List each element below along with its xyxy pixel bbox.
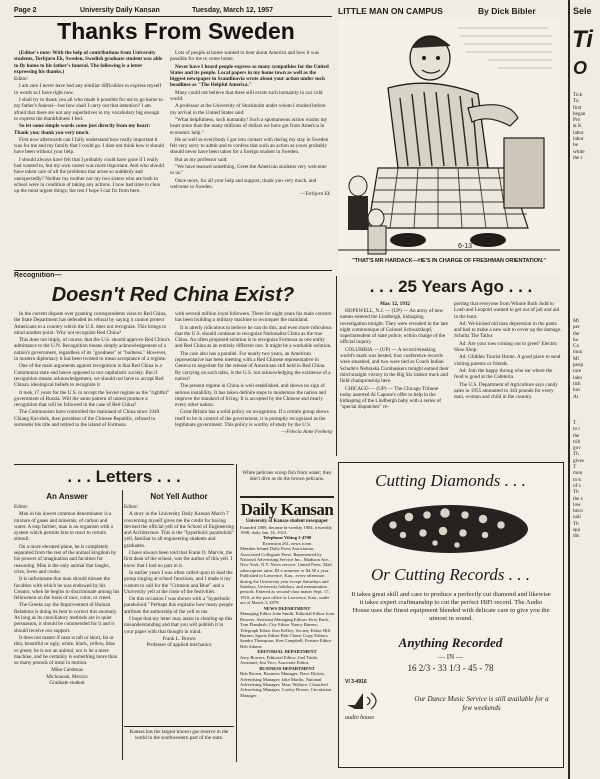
strip-line: to k — [573, 476, 581, 483]
strip-line: At — [573, 393, 579, 400]
news-item: Ad: Glidden Tourist Home. A good place to send visiting parents or friends. — [454, 354, 561, 367]
salutation: Editor: — [14, 76, 29, 83]
strip-line: Tick — [573, 92, 583, 98]
dateline: Mar. 12, 1932 — [379, 301, 411, 307]
comic-panel — [338, 18, 560, 274]
strip-line: nali — [573, 514, 581, 521]
strip-line: ha — [573, 336, 578, 343]
strip-line: Mi — [573, 355, 580, 362]
strip-head: Sele — [573, 6, 592, 16]
comic-caption: "THAT'S MR HARDACK—HE'S IN CHARGE OF FRESHMAN ORIENTATION." — [352, 258, 546, 264]
news-item: Ad: We kicked old man depression in the pants and had to make a new suit to cover up the damage. Schultz The Tailor. — [454, 320, 562, 340]
paragraph: Lots of people at home wanted to hear about America and how it was possible for me to come home. — [170, 50, 319, 63]
letters-headline: . . . Letters . . . — [67, 467, 181, 486]
strip-line: dis — [573, 533, 580, 540]
paragraph: The present regime in China is well established, and shows no sign of serious instability. It has taken definite steps to modernize the nation and improve the standard of living. It is accepted by the Chinese and nearly every other nation. — [175, 383, 326, 409]
letter-left — [14, 504, 120, 766]
news-item: The U.S. Department of Agriculture says candy sales in 1955 amounted to 343 pounds for every man, woman and child in the country. — [454, 381, 558, 401]
salutation: Editor: — [124, 504, 139, 510]
paragraph: This does not imply, of course, that the U.S. should approve Red China's admittance to the U.N. Recognition means simply acknowledgement of a nation's government, regardless of its "goodness" or "badness." However, in modern diplomacy it has been twisted to mean acceptance of a regime. — [14, 337, 170, 363]
strip-line: first — [573, 104, 582, 111]
news-staff: Managing Editor John Smith; Editorial Editor Joan Bowers; Assistant Managing Editors Jerry Buck, Tom Flambish; City Editor Nancy Barnes; Telegraph Editor Ken Kelley; Society Editor Bill Barnes; Sports Editor Bob Chase; Copy Editors Sandra Thompson, Ken Campbell; Feature Editor Bob Adams. — [240, 611, 334, 649]
news-item: HOPEWELL, N.J. — (UP) — An army of new names entered the Lindbergh, kidnaping investigation tonight. They were revealed in the late night communique of Colonel Schwarzkopf, superintendent of state police, within charge of the official inquiry. — [340, 308, 448, 346]
paragraph: One of the main arguments against recognition is that Red China is a Communist state and hence opposed to our capitalistic society. But if recognition means acknowledgement, we should not have to accept Red China's ideological beliefs to recognize it. — [14, 363, 164, 389]
filler-item: Kansas has the largest known gas reserve in the world in the southwestern part of the state. — [124, 726, 234, 752]
paragraph: First now afterwards can I fully understand how really important it was for me and my family that I could go. I dare not think how it should have been without your help. — [14, 136, 164, 156]
news-item: porting that everyone from Winnie Ruth Judd to Loeb and Leopold wanted to get out of jail and aid in the hunt. — [454, 301, 560, 320]
paragraph: The Greeks say the Improvement of Human Relations is doing its best to correct this anomaly. As long as its conciliatory methods are in quiet persuasion, it should be commended for it and it should receive our support. — [14, 602, 118, 634]
strip-line: the s — [573, 495, 583, 502]
recognition-headline: Doesn't Red China Exist? — [51, 284, 295, 306]
comic-title — [338, 4, 560, 18]
business-dept-head: BUSINESS DEPARTMENT — [259, 665, 315, 671]
adjacent-page-strip — [568, 0, 600, 779]
paragraph: On this occasion I was shown with a "hyperbolic paraboloid." Perhaps this explains how many people attribute the authorship of the yell to me. — [124, 596, 233, 615]
nameplate-subtitle: University of Kansas student newspaper — [245, 519, 329, 524]
paragraph: In the current dispute over granting correspondents visas to Red China, the State Department has defended its refusal by saying it cannot protect Americans in a country which the U.S. does not recognize. This brings to mind another point: Why not recognize Red China? — [14, 311, 167, 336]
strip-line: Th — [573, 520, 579, 527]
strip-line: be — [573, 142, 578, 149]
cartoon-illustration — [338, 18, 560, 274]
masthead-box — [240, 496, 334, 764]
strip-line: the — [573, 330, 580, 337]
strip-line: hav — [573, 387, 581, 394]
paragraph: So let some simple words come just directly from my heart: Thank you; thank you very much. — [14, 123, 151, 136]
strip-line: Tu — [573, 98, 579, 105]
editorial-dept-head: EDITORIAL DEPARTMENT — [257, 649, 317, 655]
strip-line: peop — [573, 362, 584, 369]
paragraph: The case also has a parallel. For nearly two years, an American representative has been meeting with a Red Chinese representative in Geneva to negotiate for the release of Americans still held in Red China. By carrying on such talks, is the U.S. not acknowledging the existence of a nation? — [175, 350, 331, 382]
editorial-column-left — [14, 50, 164, 268]
ad-anything-recorded: Anything Recorded — [398, 635, 503, 650]
paragraph: A professor at the University of Stockholm under whom I studied before my arrival in the United States said: — [170, 103, 326, 116]
ad-logo-text: audio house — [345, 715, 375, 721]
paragraph: It took 17 years for the U.S. to accept the Soviet regime as the "rightful" government of Russia. Will the same pattern of unrest produce a recognition that will be followed in the case of Red China? — [14, 389, 170, 409]
strip-line: labo — [573, 374, 582, 381]
paragraph: It is unfortunate that man should misuse the faculties with which he was endowed by his Creator, when he begins to discriminate among his fellowmen on the basis of race, color, or creed. — [14, 576, 120, 602]
news-dept-head: NEWS DEPARTMENT — [263, 605, 311, 611]
paragraph: On a more elevated plane, he is completely separated from the rest of the animal kingdom by his powers of imagination and faculties for reasoning. Man is the only animal that laughs, cries, loves and cooks. — [14, 543, 117, 575]
strip-big-headline: Ti — [572, 26, 593, 53]
strip-line: labor — [573, 136, 584, 143]
editorial-headline: Thanks From Sweden — [57, 18, 295, 44]
ad-phone-logo-area — [345, 679, 401, 719]
paragraph: I have always been told that Frank O. Marvin, the first dean of the school, was the author of this yell. I know that I had no part in it. — [124, 550, 233, 569]
ad-body: It takes great skill and care to produce a perfectly cut diamond and likewise it takes expert craftmanship to cut the perfect HiFi record. The Audio House uses the finest equipment blended with delicate care to give you the utmost in sound. — [351, 591, 551, 622]
strip-line: tick — [573, 380, 581, 387]
strip-text-block-3 — [573, 420, 600, 540]
paragraph: Once more, for all your help and support, thank you very much, and welcome to Sweden. — [170, 177, 317, 190]
paragraph: I shall try to thank you all who made it possible for me to go home to my father's funeral—but how shall I carry out that intention? I am afraid that there are not any superlatives in my vocabulary big enough to express the thankfulness I feel. — [14, 97, 163, 122]
strip-line: T — [573, 420, 577, 426]
ad-speeds: 16 2/3 - 33 1/3 - 45 - 78 — [407, 663, 494, 673]
years-ago-column-left — [340, 308, 450, 458]
letter-title-left: An Answer — [46, 492, 88, 501]
paragraph: A story in the University Daily Kansan March 7 concerning myself gives me the credit for having devised the official yell of the School of Engineering and Architecture. This is the "hyperbolic paraboloid" yell, familiar to all engineering students and graduates. — [124, 511, 234, 549]
strip-line: the r — [573, 154, 583, 161]
years-ago-column-right — [454, 301, 562, 451]
news-item: Ad: Are your toes coming out to greet? Electric Shoe Shop. — [454, 340, 558, 354]
strip-line: Th — [573, 451, 579, 458]
recognition-column-right — [175, 311, 332, 461]
salutation: Editor: — [14, 504, 29, 510]
strip-line: mun — [573, 349, 583, 356]
ad-headline-bottom: Or Cutting Records . . . — [371, 565, 530, 584]
strip-line: mon — [573, 470, 583, 477]
paragraph: Man in his lowest common denominator is a mixture of gases and minerals, of carbon and water. A step further, man is an organism with a system which permits him to react to certain stimuli. — [14, 511, 113, 543]
audio-house-ad — [338, 462, 564, 768]
paragraph: It does not matter if man is tall or short, fat or thin, beautiful or ugly, white, black, yellow, blue or green; he is not an animal, nor is he a mere machine, and he certainly is something more than so many pounds of meal in motion. — [14, 634, 118, 667]
strip-line: Pro — [573, 117, 581, 124]
paragraph: In earlier years I was often called upon to lead the group singing at school functions, and I made it my custom to call for the "Crimson and Blue" and a University yell at the close of the festivities. — [124, 569, 233, 595]
strip-line: beco — [573, 508, 583, 515]
strip-line: gov — [573, 445, 581, 452]
strip-line: began — [573, 110, 586, 117]
newspaper-nameplate: Daily Kansan — [240, 500, 334, 519]
ad-phone: VI 3-4916 — [345, 679, 367, 685]
strip-line: low — [573, 501, 581, 508]
filler-pelicans: White pelicans scoop fish from water; they don't dive as do the brown pelicans. — [242, 470, 332, 483]
comic-strip-name: LITTLE MAN ON CAMPUS — [338, 6, 443, 16]
letter-right — [124, 504, 234, 716]
cartoon-sign: 6-13 — [458, 243, 473, 250]
editorial-staff: Jerry Bowers, Editorial Editor; Joel Tuttle, Assistant; Jim Vico, Associate Editor. — [240, 654, 319, 666]
strip-text-block-2 — [573, 318, 600, 400]
paragraph: But as my professor said: — [175, 156, 228, 163]
strip-line: to t — [573, 426, 580, 433]
paragraph: with several million loyal followers. There for eight years his main concern has been building a military machine to reconquer the mainland. — [175, 311, 332, 324]
paragraph: "We have learned something. Greet the American students very welcome to us." — [170, 164, 327, 177]
paragraph: Never have I heard people express so many sympathies for the United States and its people. Local papers in my home town as well as the biggest newspaper in Scandinavia wrote about your action under such headlines as "The Helpful America." — [170, 63, 329, 89]
page-number: Page 2 — [14, 7, 37, 14]
strip-line: labor — [573, 129, 584, 136]
paragraph: He as well as everybody I got into contact with during my stay in Sweden felt very sorry to admit and to confess that such an action as yours probably should never have been taken for a foreign student in Sweden. — [170, 136, 329, 156]
signature: —Felecia Anne Feeberg — [281, 429, 332, 436]
letter-signature: Frank L. Brown Professor of applied mechanics — [146, 635, 212, 649]
comic-byline: By Dick Bibler — [478, 6, 536, 16]
strip-line: gives — [573, 457, 584, 464]
editors-note: (Editor's note: With the help of contributions from University students, Torbjorn Ek, Sweden, Swedish graduate student was able to fly home to his father's funeral. The following is a letter expressing his thanks.) — [14, 50, 163, 75]
news-item: CHICAGO — (UP) — The Chicago Tribune today asserted Al Capone's offer to help in the kidnaping of the Lindbergh baby with a series of "special dispatches" re- — [340, 385, 442, 411]
signature: —Torbjorn Ek — [300, 191, 330, 198]
news-item: Ad: Join the happy throng who eat where the food is good at the Cafeteria. — [454, 367, 553, 381]
strip-text-block-1 — [573, 92, 600, 161]
years-ago-headline: . . . 25 Years Ago . . . — [369, 277, 533, 296]
strip-line: spa — [573, 527, 580, 534]
paragraph: "What helpfulness, such humanity! Such a spontaneous action warms my heart more than the many millions of dollars we have got from America in economic help." — [170, 116, 328, 136]
strip-line: white — [573, 148, 585, 155]
extension-line: Extension 261, news room — [262, 540, 312, 546]
strip-line: pec — [573, 324, 581, 331]
news-item: COLUMBIA — (UP) — A record-breaking world's mark was bested, four conference records were smashed, and two were tied as Coach Indian Schulte's Nebraska Cornhuskers tonight earned their third straight victory in the Big Six indoor track and field championship here. — [340, 346, 449, 385]
strip-line: Mi — [573, 318, 580, 324]
strip-line: trib — [573, 438, 581, 445]
paragraph: The Communists have controlled the mainland of China since 1949. Chiang Kai-shek, then president of the Chinese Republic, refused to surrender his title and retired to the island of Formosa — [14, 409, 161, 429]
business-staff: Bob Brown, Business Manager; Dave Dickey, Advertising Manager; Jake Marlin, National Advertising Manager; Marc Wallace, Classified Advertising Manager; Cooley Brown, Circulation Manager. — [240, 671, 332, 698]
strip-line: Ca — [573, 343, 579, 350]
strip-line: at K — [573, 123, 582, 130]
strip-line: the — [573, 432, 580, 439]
paragraph: I should always have felt that I probably could have gone if I really had wanted to, but my own career was more important. And who should have taken care of all the problems that arose so suddenly and unexpectedly? Neither my mother nor my two sisters who are both in school were in condition of taking any actions. I now had time to clear up the most urgent things; the rest I hope I can fix from here. — [14, 156, 164, 195]
strip-line: ture — [573, 368, 582, 375]
paragraph: Great Britain has a solid policy on recognition. If a certain group shows itself to be in control of the government, it is promptly recognized as the legitimate government. This policy is worthy of study by the U.S. — [175, 409, 329, 429]
founded-line: Founded 1889, became bi-weekly 1904, triweekly 1908, daily Jan. 16, 1912. — [240, 524, 333, 535]
speaker-logo-icon — [345, 685, 395, 711]
ad-in: — IN — — [438, 653, 463, 661]
paragraph: I hope that my letter may assist in clearing up this misunderstanding and that you will publish it in your paper with that thought in mind. — [124, 616, 233, 635]
strip-subhead: O — [573, 58, 588, 78]
paragraph: Many could not believe that there still exists such humanity in our cold world. — [170, 89, 323, 103]
strip-line: of s — [573, 482, 581, 489]
section-label: Recognition— — [14, 272, 62, 279]
strip-line: T — [573, 464, 577, 471]
paragraph: I am sure I never have had any similiar difficulties to express myself in words as I have right now. — [14, 83, 162, 96]
telephone-line: Telephone Viking 3-4700 — [262, 535, 312, 541]
letter-signature: Mike Cardenas Michoacan, Mexico Graduate student — [46, 667, 88, 687]
strip-line: Th — [573, 489, 579, 496]
letter-title-right: Not Yell Author — [150, 492, 208, 501]
paper-name: University Daily Kansan — [80, 7, 160, 14]
ad-headline-top: Cutting Diamonds . . . — [375, 471, 526, 490]
editorial-column-right — [170, 50, 330, 268]
paragraph: It is utterly ridiculous to believe he can do this, and even more ridiculous that the U.S. should continue to recognize Nationalist China as the true China. An often proposed solution is to recognize Formosa as one entity and Red China as an entirely different one. It might be a workable solution. — [175, 324, 332, 350]
membership-line: Member Inland Daily Press Association, Associated Collegiate Press. Represented by National Advertising Service Inc., Madison Ave., New York, N.Y. News service: United Press. Mail subscription rates: $3 a semester or $4.50 a year. Published in Lawrence, Kan., every afternoon during the University year except Saturdays and Sundays, University holidays, and examination periods. Entered as second-class matter Sept. 17, 1910, at the post office at Lawrence, Kan., under act of March 3, 1879. — [240, 546, 332, 606]
ad-dance-service: Our Dance Music Service is still available for a few weekends — [414, 695, 549, 712]
issue-date: Tuesday, March 12, 1957 — [192, 7, 274, 14]
recognition-column-left — [14, 311, 170, 461]
diamond-brooch-image — [339, 495, 562, 559]
